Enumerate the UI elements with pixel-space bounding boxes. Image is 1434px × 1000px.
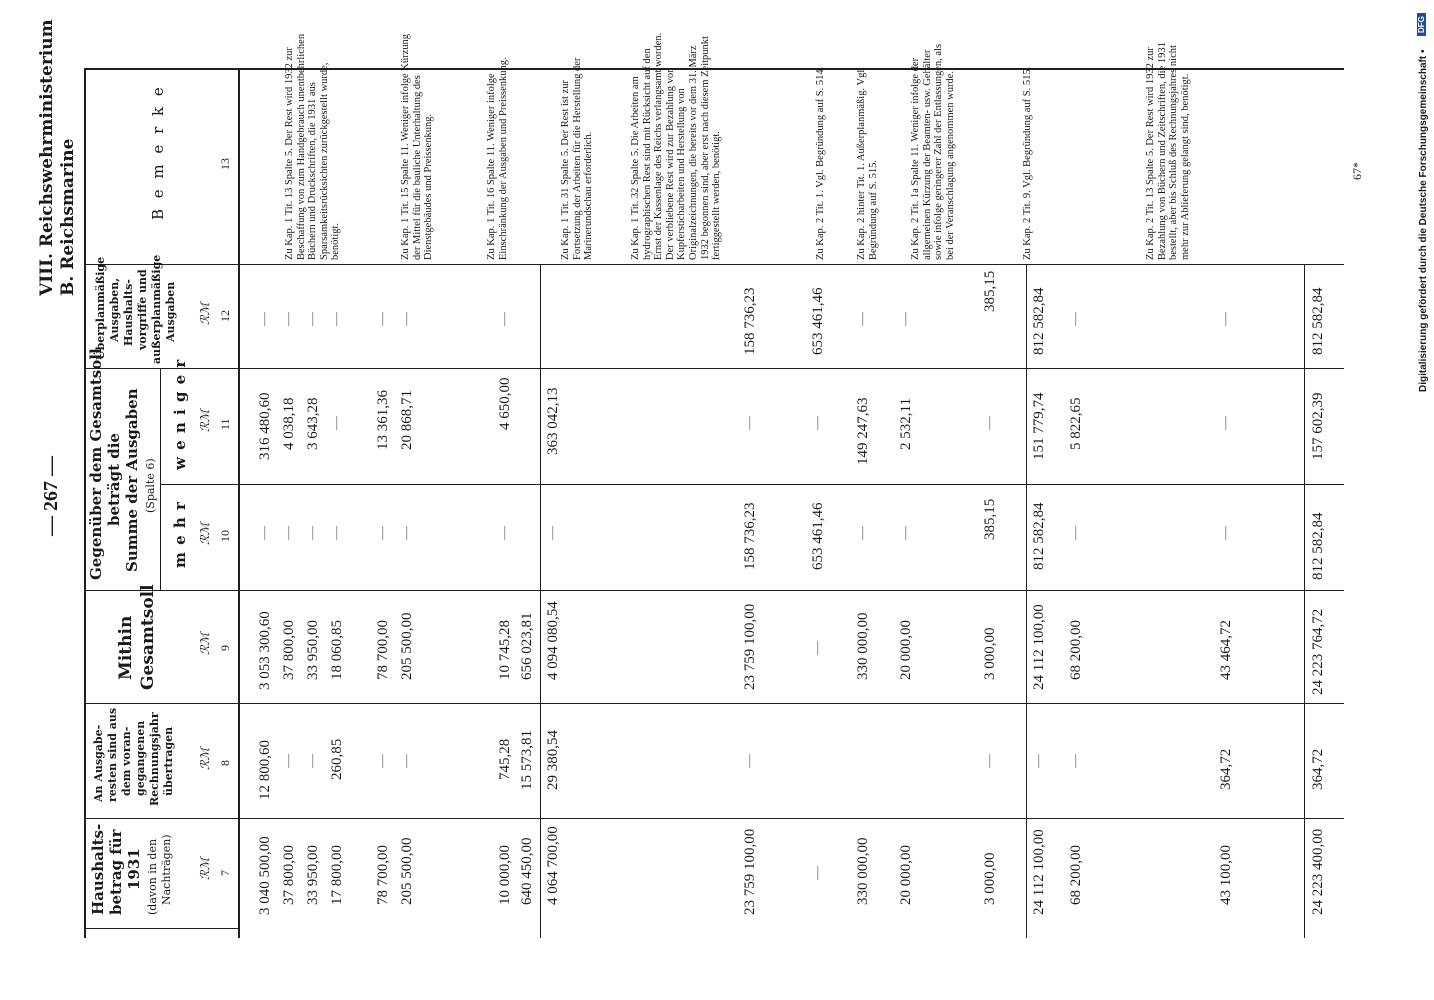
header-col7-line3: 1931 bbox=[125, 848, 143, 890]
r7-c8: 745,28 bbox=[497, 738, 513, 780]
r11-c11: 149 247,63 bbox=[855, 397, 871, 465]
header-col8-line5: Rechnungsjahr bbox=[148, 712, 161, 806]
remark-kap1-tit16: Zu Kap. 1 Tit. 16 Spalte 11. Weniger infolge Einschränkung der Ausgaben und Preissenkung. bbox=[486, 57, 509, 260]
r12-c11: 2 532,11 bbox=[898, 398, 914, 450]
header-col8-line6: übertragen bbox=[162, 726, 175, 796]
header-body-separator bbox=[238, 68, 240, 938]
col11-col12-line bbox=[84, 368, 1344, 369]
remark-kap2-tit13: Zu Kap. 2 Tit. 13 Spalte 5. Der Rest wird 1932 zur Bezahlung von Büchern und Zeitschriften, die 1931 bestellt, aber bis Schluß des Rechnungsjahres nicht mehr zur Ablieferung gelangt sind, benötigt. bbox=[1145, 42, 1191, 260]
sub2-c7: 24 112 100,00 bbox=[1031, 829, 1047, 915]
header-col7-line4: (davon in den bbox=[146, 838, 159, 915]
header-group-line2: beträgt die bbox=[105, 433, 123, 526]
sub1-c11: 363 042,13 bbox=[545, 387, 561, 455]
r7-c11: 4 650,00 bbox=[497, 377, 513, 430]
remark-kap2-tit9: Zu Kap. 2 Tit. 9. Vgl. Begründung auf S. 515. bbox=[1022, 66, 1033, 260]
left-border bbox=[84, 68, 86, 938]
subtotal1-line bbox=[540, 264, 541, 938]
r11-c7: 330 000,00 bbox=[855, 837, 871, 905]
header-group-line1: Gegenüber dem Gesamtsoll bbox=[87, 348, 105, 580]
sub1-c8: 29 380,54 bbox=[545, 730, 561, 790]
r15-c7: 43 100,00 bbox=[1218, 845, 1234, 905]
r2-c9: 37 800,00 bbox=[281, 620, 297, 680]
header-col12-line3: Haushalts- bbox=[122, 279, 135, 346]
header-col9-unit: ℛℳ bbox=[198, 632, 212, 655]
remark-kap1-tit13: Zu Kap. 1 Tit. 13 Spalte 5. Der Rest wird 1932 zur Beschaffung von zum Handgebrauch unentbehrlichen Büchern und Druckschriften, die 1931 aus Sparsamkeitsrücksichten zurückgestellt wurde, benötigt. bbox=[284, 33, 342, 260]
r8-c7: 640 450,00 bbox=[519, 837, 535, 905]
dfg-logo: DFG bbox=[1417, 13, 1426, 36]
r12-c7: 20 000,00 bbox=[898, 845, 914, 905]
total-c10: 812 582,84 bbox=[1310, 512, 1326, 580]
header-col13-number: 13 bbox=[218, 158, 232, 170]
remark-kap1-tit32: Zu Kap. 1 Tit. 32 Spalte 5. Die Arbeiten am hydrographischen Rest sind mit Rücksicht auf den Ernst der Kassenlage des Reichs verlangsamt worden. Der verbliebene Rest wird zur Bezahlung von Kupfersticharbeiten und Herstellung von Originalzeichnungen, die bereits vor dem 31. März 1932 begonnen sind, aber erst nach diesem Zeitpunkt fertiggestellt werden, benötigt. bbox=[630, 32, 723, 260]
r13-c10: 385,15 bbox=[982, 498, 998, 540]
r6-c9: 205 500,00 bbox=[399, 612, 415, 680]
r13-c9: 3 000,00 bbox=[982, 627, 998, 680]
header-col7-line2: betrag für bbox=[107, 829, 125, 915]
header-col7-number: 7 bbox=[218, 870, 232, 876]
sub2-c11: 151 779,74 bbox=[1031, 392, 1047, 460]
header-col8-line3: dem voran- bbox=[120, 726, 133, 796]
total-c12: 812 582,84 bbox=[1310, 287, 1326, 355]
digitization-note: Digitalisierung gefördert durch die Deutsche Forschungsgemeinschaft • bbox=[1418, 49, 1429, 392]
total-c11: 157 602,39 bbox=[1310, 392, 1326, 460]
header-col8-unit: ℛℳ bbox=[198, 747, 212, 770]
total-line bbox=[1304, 264, 1305, 938]
header-col8-line2: resten sind aus bbox=[106, 707, 119, 802]
r4-c8: 260,85 bbox=[329, 738, 345, 780]
r1-c11: 316 480,60 bbox=[257, 392, 273, 460]
r15-c9: 43 464,72 bbox=[1218, 620, 1234, 680]
r11-c9: 330 000,00 bbox=[855, 612, 871, 680]
r4-c9: 18 060,85 bbox=[329, 620, 345, 680]
r1-c9: 3 053 300,60 bbox=[257, 611, 273, 690]
header-col8-line4: gegangenen bbox=[134, 720, 147, 796]
remark-kap2-hinter-tit1: Zu Kap. 2 hinter Tit. 1. Außerplanmäßig. Vgl. Begründung auf S. 515. bbox=[856, 67, 879, 260]
remark-kap2-tit1a: Zu Kap. 2 Tit. 1a Spalte 11. Weniger infolge der allgemeinen Kürzung der Beamten- usw. Gehälter sowie infolge geringerer Zahl der Entlassungen, als bei der Veranschlagung angenommen wurde. bbox=[910, 43, 956, 260]
r5-c7: 78 700,00 bbox=[375, 845, 391, 905]
r7-c9: 10 745,28 bbox=[497, 620, 513, 680]
header-col9-number: 9 bbox=[218, 645, 232, 651]
header-col12-number: 12 bbox=[218, 310, 232, 322]
r15-c8: 364,72 bbox=[1218, 748, 1234, 790]
header-col12-line6: Ausgaben bbox=[164, 281, 177, 342]
header-col12-line4: vorgriffe und bbox=[136, 269, 149, 350]
header-col11-label: w e n i g e r bbox=[171, 358, 189, 470]
r9-c9: 23 759 100,00 bbox=[742, 603, 758, 690]
r1-c7: 3 040 500,00 bbox=[257, 836, 273, 915]
footer-page-number: 67* bbox=[1350, 162, 1364, 180]
r10-c10: 653 461,46 bbox=[810, 502, 826, 570]
sub2-c10: 812 582,84 bbox=[1031, 502, 1047, 570]
total-c7: 24 223 400,00 bbox=[1310, 828, 1326, 915]
r3-c9: 33 950,00 bbox=[305, 620, 321, 680]
total-c8: 364,72 bbox=[1310, 748, 1326, 790]
col9-col10-line bbox=[84, 590, 1344, 591]
col12-col13-line bbox=[84, 264, 1344, 265]
r3-c7: 33 950,00 bbox=[305, 845, 321, 905]
r8-c9: 656 023,81 bbox=[519, 612, 535, 680]
header-col9-line1: Mithin bbox=[116, 615, 136, 680]
sub1-c7: 4 064 700,00 bbox=[545, 826, 561, 905]
header-col9-line2: Gesamtsoll bbox=[138, 584, 158, 690]
r13-c12: 385,15 bbox=[982, 270, 998, 312]
r9-c7: 23 759 100,00 bbox=[742, 828, 758, 915]
header-col8-line1: An Ausgabe- bbox=[92, 724, 105, 802]
header-col7-line1: Haushalts- bbox=[89, 823, 107, 915]
header-col8-number: 8 bbox=[218, 760, 232, 766]
r9-c10: 158 736,23 bbox=[742, 502, 758, 570]
remark-kap1-tit15: Zu Kap. 1 Tit. 15 Spalte 11. Weniger infolge Kürzung der Mittel für die bauliche Unterhaltung des Dienstgebäudes und Preissenkung. bbox=[400, 33, 435, 260]
group-header-line bbox=[160, 368, 161, 590]
r6-c11: 20 868,71 bbox=[399, 390, 415, 450]
col7-top-line bbox=[84, 928, 238, 929]
header-group-line4: (Spalte 6) bbox=[144, 458, 157, 513]
r4-c7: 17 800,00 bbox=[329, 845, 345, 905]
header-col11-number: 11 bbox=[218, 418, 232, 430]
header-col12-line2: Ausgaben, bbox=[108, 277, 121, 342]
r7-c7: 10 000,00 bbox=[497, 845, 513, 905]
remark-kap1-tit31: Zu Kap. 1 Tit. 31 Spalte 5. Der Rest ist zur Fortsetzung der Arbeiten für die Herstellung der Marinerundschau erforderlich. bbox=[560, 57, 595, 260]
col8-col9-line bbox=[84, 703, 1344, 704]
r5-c11: 13 361,36 bbox=[375, 390, 391, 450]
r6-c7: 205 500,00 bbox=[399, 837, 415, 905]
header-col12-unit: ℛℳ bbox=[198, 302, 212, 325]
header-col13-label: B e m e r k e bbox=[149, 84, 167, 220]
col10-col11-line bbox=[160, 484, 1344, 485]
section-title: B. Reichsmarine bbox=[58, 138, 78, 296]
header-col7-line5: Nachträgen) bbox=[160, 834, 173, 905]
sub1-c9: 4 094 080,54 bbox=[545, 601, 561, 680]
header-col12-line5: außerplanmäßige bbox=[150, 254, 163, 364]
header-col10-number: 10 bbox=[218, 530, 232, 542]
col7-col8-line bbox=[84, 818, 1344, 819]
r3-c11: 3 643,28 bbox=[305, 397, 321, 450]
page-number: — 267 — bbox=[40, 456, 62, 536]
chapter-title: VIII. Reichswehrministerium bbox=[37, 19, 57, 296]
r5-c9: 78 700,00 bbox=[375, 620, 391, 680]
r13-c7: 3 000,00 bbox=[982, 852, 998, 905]
r9-c12: 158 736,23 bbox=[742, 287, 758, 355]
r8-c8: 15 573,81 bbox=[519, 730, 535, 790]
header-col7-unit: ℛℳ bbox=[198, 857, 212, 880]
header-col11-unit: ℛℳ bbox=[198, 409, 212, 432]
r14-c11: 5 822,65 bbox=[1068, 397, 1084, 450]
r12-c9: 20 000,00 bbox=[898, 620, 914, 680]
sub2-c9: 24 112 100,00 bbox=[1031, 604, 1047, 690]
header-col12-line1: Überplanmäßige bbox=[94, 256, 107, 360]
total-c9: 24 223 764,72 bbox=[1310, 608, 1326, 695]
r14-c9: 68 200,00 bbox=[1068, 620, 1084, 680]
r10-c12: 653 461,46 bbox=[810, 287, 826, 355]
r2-c11: 4 038,18 bbox=[281, 397, 297, 450]
r1-c8: 12 800,60 bbox=[257, 740, 273, 800]
r2-c7: 37 800,00 bbox=[281, 845, 297, 905]
sub2-c12: 812 582,84 bbox=[1031, 287, 1047, 355]
subtotal2-line bbox=[1026, 264, 1027, 938]
remark-kap2-tit1: Zu Kap. 2 Tit. 1. Vgl. Begründung auf S. 514. bbox=[815, 66, 826, 260]
r14-c7: 68 200,00 bbox=[1068, 845, 1084, 905]
header-col10-unit: ℛℳ bbox=[198, 522, 212, 545]
header-col10-label: m e h r bbox=[171, 501, 189, 568]
header-group-line3: Summe der Ausgaben bbox=[123, 388, 141, 572]
